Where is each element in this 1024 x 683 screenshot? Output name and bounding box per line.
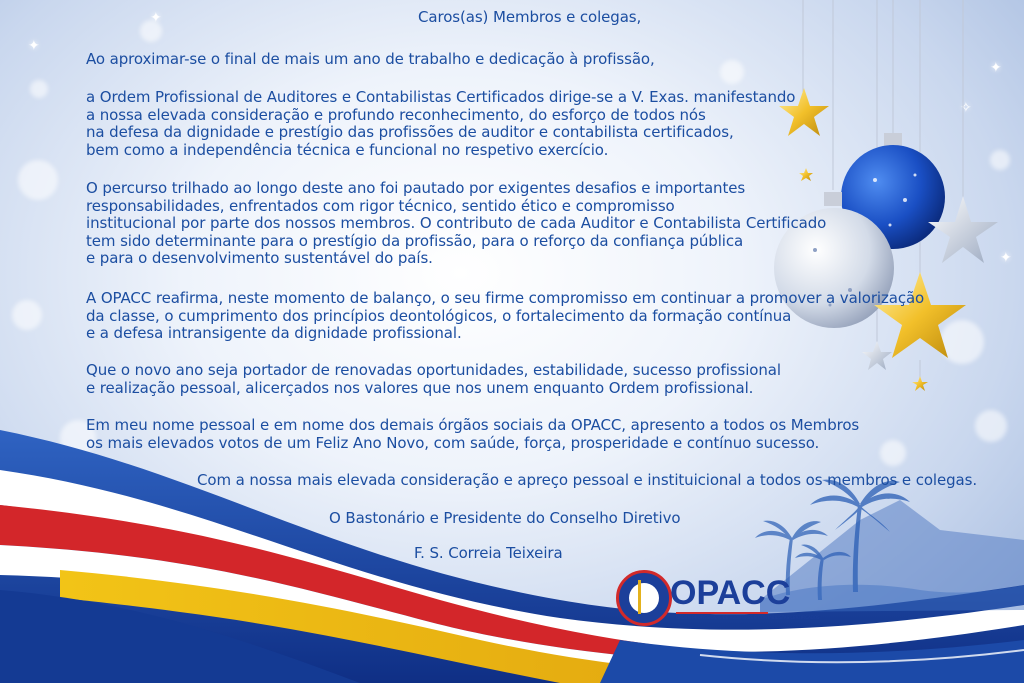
paragraph-greetings	[86, 417, 859, 452]
sparkle-icon: ✦	[1000, 250, 1012, 266]
text-line: a Ordem Profissional de Auditores e Contabilistas Certificados dirige-se a V. Exas. manifestando	[86, 88, 796, 106]
intro-line: Ao aproximar-se o final de mais um ano de trabalho e dedicação à profissão,	[86, 50, 655, 68]
closing-line: Com a nossa mais elevada consideração e apreço pessoal e instituicional a todos os membros e colegas.	[197, 471, 978, 489]
text-line: da classe, o cumprimento dos princípios deontológicos, o fortalecimento da formação contínua	[86, 306, 792, 325]
greeting-line: Caros(as) Membros e colegas,	[418, 8, 642, 26]
text-line: bem como a independência técnica e funcional no respetivo exercício.	[86, 140, 609, 159]
text-line: na defesa da dignidade e prestígio das profissões de auditor e contabilista certificados,	[86, 123, 734, 141]
text-line: e a defesa intransigente da dignidade profissional.	[86, 324, 462, 342]
logo-emblem	[616, 570, 672, 626]
text-line: a nossa elevada consideração e profundo reconhecimento, do esforço de todos nós	[86, 105, 706, 124]
sparkle-icon: ✦	[990, 60, 1002, 76]
text-line: Em meu nome pessoal e em nome dos demais órgãos sociais da OPACC, apresento a todos os Membros	[86, 416, 860, 434]
text-line: os mais elevados votos de um Feliz Ano Novo, com saúde, força, prosperidade e contínuo sucesso.	[86, 433, 820, 452]
sparkle-icon: ✦	[150, 10, 162, 26]
text-line: institucional por parte dos nossos membros. O contributo de cada Auditor e Contabilista Certificado	[86, 214, 827, 232]
text-line: tem sido determinante para o prestígio da profissão, para o reforço da confiança pública	[86, 231, 744, 250]
paragraph-new-year-wish	[86, 362, 781, 397]
text-line: responsabilidades, enfrentados com rigor técnico, sentido ético e compromisso	[86, 196, 675, 215]
paragraph-recognition	[86, 89, 795, 159]
opacc-logo	[614, 568, 820, 632]
paragraph-commitment	[86, 290, 924, 343]
sparkle-icon: ✧	[960, 100, 972, 116]
star-ornament-icon	[862, 341, 892, 370]
text-line: A OPACC reafirma, neste momento de balanço, o seu firme compromisso em continuar a promover a valorização	[86, 289, 925, 307]
logo-subtitle: ORDEM PROFISSIONAL DE AUDITORES E CONTABILISTAS CERTIFICADOS	[676, 615, 820, 620]
text-line: e realização pessoal, alicerçados nos valores que nos unem enquanto Ordem profissional.	[86, 378, 754, 397]
signer-name: F. S. Correia Teixeira	[414, 544, 563, 562]
caduceus-icon	[638, 580, 641, 614]
logo-wordmark: OPACC	[670, 574, 791, 612]
sparkle-icon: ✦	[28, 38, 40, 54]
star-ornament-icon	[912, 376, 928, 391]
text-line: O percurso trilhado ao longo deste ano foi pautado por exigentes desafios e importantes	[86, 179, 746, 197]
text-line: e para o desenvolvimento sustentável do país.	[86, 249, 433, 267]
paragraph-year-review	[86, 180, 826, 268]
text-line: Que o novo ano seja portador de renovadas oportunidades, estabilidade, sucesso profissional	[86, 361, 781, 379]
signer-title: O Bastonário e Presidente do Conselho Diretivo	[329, 509, 681, 527]
